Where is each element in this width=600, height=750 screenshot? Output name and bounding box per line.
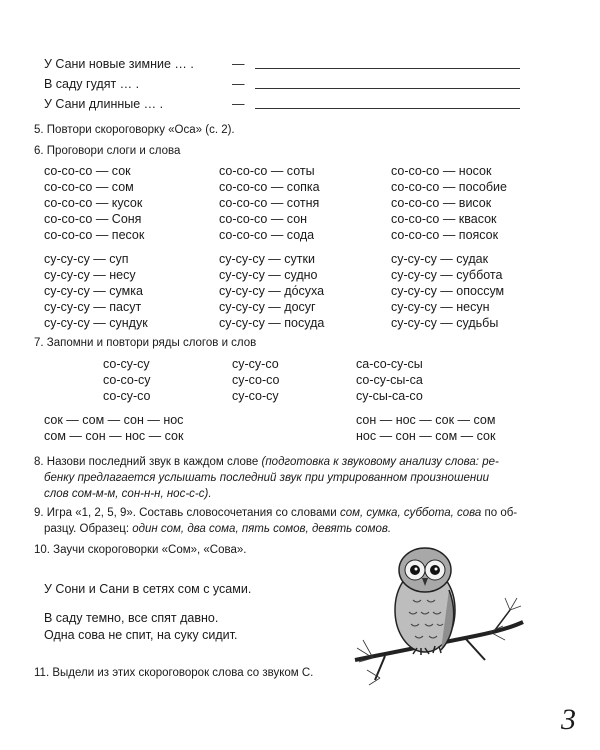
task-9-line-1 [34,506,517,521]
task-11: 11. Выдели из этих скороговорок слова со звуком С. [34,667,314,679]
task-9-tail: по об- [481,507,518,519]
task-10-title: 10. Заучи скороговорки «Сом», «Сова». [34,544,247,556]
task-7-words-left: сок — сом — сон — нос [44,413,184,427]
task-6-col2-item: су-су-су — посуда [219,316,325,330]
rhyme-sova-line-2: Одна сова не спит, на суку сидит. [44,628,238,642]
task-9-lead-2: разцу. Образец: [44,523,133,535]
fill-line-1-blank[interactable] [255,68,520,69]
task-7-syllables-3: са-со-су-сы [356,357,423,371]
task-6-col3-item: со-со-со — висок [391,196,492,210]
task-6-col2-item: су-су-су — досуг [219,300,316,314]
fill-line-2-blank[interactable] [255,88,520,89]
task-6-col3-item: со-со-со — квасок [391,212,497,226]
task-7-syllables-1: со-су-су [103,357,150,371]
task-8-line-3: слов сом-м-м, сон-н-н, нос-с-с). [44,488,212,500]
task-6-col1-item: су-су-су — сундук [44,316,148,330]
task-6-col3-item: со-со-со — пособие [391,180,507,194]
task-6-col1-item: со-со-со — кусок [44,196,143,210]
task-6-col2-item: со-со-со — сотня [219,196,320,210]
task-9-words: сом, сумка, суббота, сова [339,507,482,519]
task-8-line-2: бенку предлагается услышать последний звук при утрированном произношении [44,472,490,484]
task-7-syllables-2: су-со-со [232,373,280,387]
task-6-col3-item: со-со-со — носок [391,164,492,178]
task-6-col1-item: со-со-со — Соня [44,212,142,226]
task-7-title: 7. Запомни и повтори ряды слогов и слов [34,337,257,349]
task-6-col1-item: су-су-су — суп [44,252,129,266]
task-6-col3-item: су-су-су — несун [391,300,490,314]
page-number: 3 [561,703,576,736]
task-6-col2-item: су-су-су — до́суха [219,284,325,298]
task-7-syllables-1: со-су-со [103,389,151,403]
task-6-col2-item: су-су-су — сутки [219,252,315,266]
task-6-col3-item: со-со-со — поясок [391,228,499,242]
fill-line-2-text: В саду гудят … . [44,77,140,91]
task-6-title: 6. Проговори слоги и слова [34,145,181,157]
task-8-note: (подготовка к звуковому анализу слова: ре- [261,456,499,468]
task-7-syllables-2: су-су-со [232,357,279,371]
task-5: 5. Повтори скороговорку «Оса» (с. 2). [34,124,235,136]
task-7-syllables-1: со-со-су [103,373,151,387]
task-6-col1-item: су-су-су — несу [44,268,136,282]
task-6-col2-item: со-со-со — сопка [219,180,320,194]
task-6-col3-item: су-су-су — суббота [391,268,503,282]
task-9-example: один сом, два сома, пять сомов, девять сомов. [132,523,392,535]
task-6-col1-item: со-со-со — сом [44,180,134,194]
task-7-syllables-3: со-су-сы-са [356,373,423,387]
fill-line-3-dash: — [232,97,245,111]
task-9-line-2 [44,522,391,537]
task-6-col1-item: су-су-су — пасут [44,300,142,314]
task-6-col2-item: со-со-со — сода [219,228,315,242]
task-7-words-right: сон — нос — сок — сом [356,413,496,427]
task-7-words-right: нос — сон — сом — сок [356,429,496,443]
task-6-col1-item: су-су-су — сумка [44,284,143,298]
task-6-col3-item: су-су-су — судак [391,252,489,266]
fill-line-1-text: У Сани новые зимние … . [44,57,194,71]
rhyme-som: У Сони и Сани в сетях сом с усами. [44,582,252,596]
task-6-col2-item: со-со-со — соты [219,164,315,178]
fill-line-2-dash: — [232,77,245,91]
task-9-lead: 9. Игра «1, 2, 5, 9». Составь словосочетания со словами [34,507,340,519]
task-6-col1-item: со-со-со — сок [44,164,131,178]
task-8-lead: 8. Назови последний звук в каждом слове [34,456,262,468]
task-7-syllables-2: су-со-су [232,389,279,403]
task-7-syllables-3: су-сы-са-со [356,389,423,403]
rhyme-sova-line-1: В саду темно, все спят давно. [44,611,219,625]
fill-line-3-blank[interactable] [255,108,520,109]
fill-line-1-dash: — [232,57,245,71]
task-6-col3-item: су-су-су — опоссум [391,284,505,298]
task-6-col2-item: су-су-су — судно [219,268,318,282]
task-8-line-1 [34,455,499,470]
owl-illustration [345,540,525,690]
task-7-words-left: сом — сон — нос — сок [44,429,184,443]
task-6-col1-item: со-со-со — песок [44,228,145,242]
fill-line-3-text: У Сани длинные … . [44,97,164,111]
task-6-col3-item: су-су-су — судьбы [391,316,499,330]
task-6-col2-item: со-со-со — сон [219,212,308,226]
